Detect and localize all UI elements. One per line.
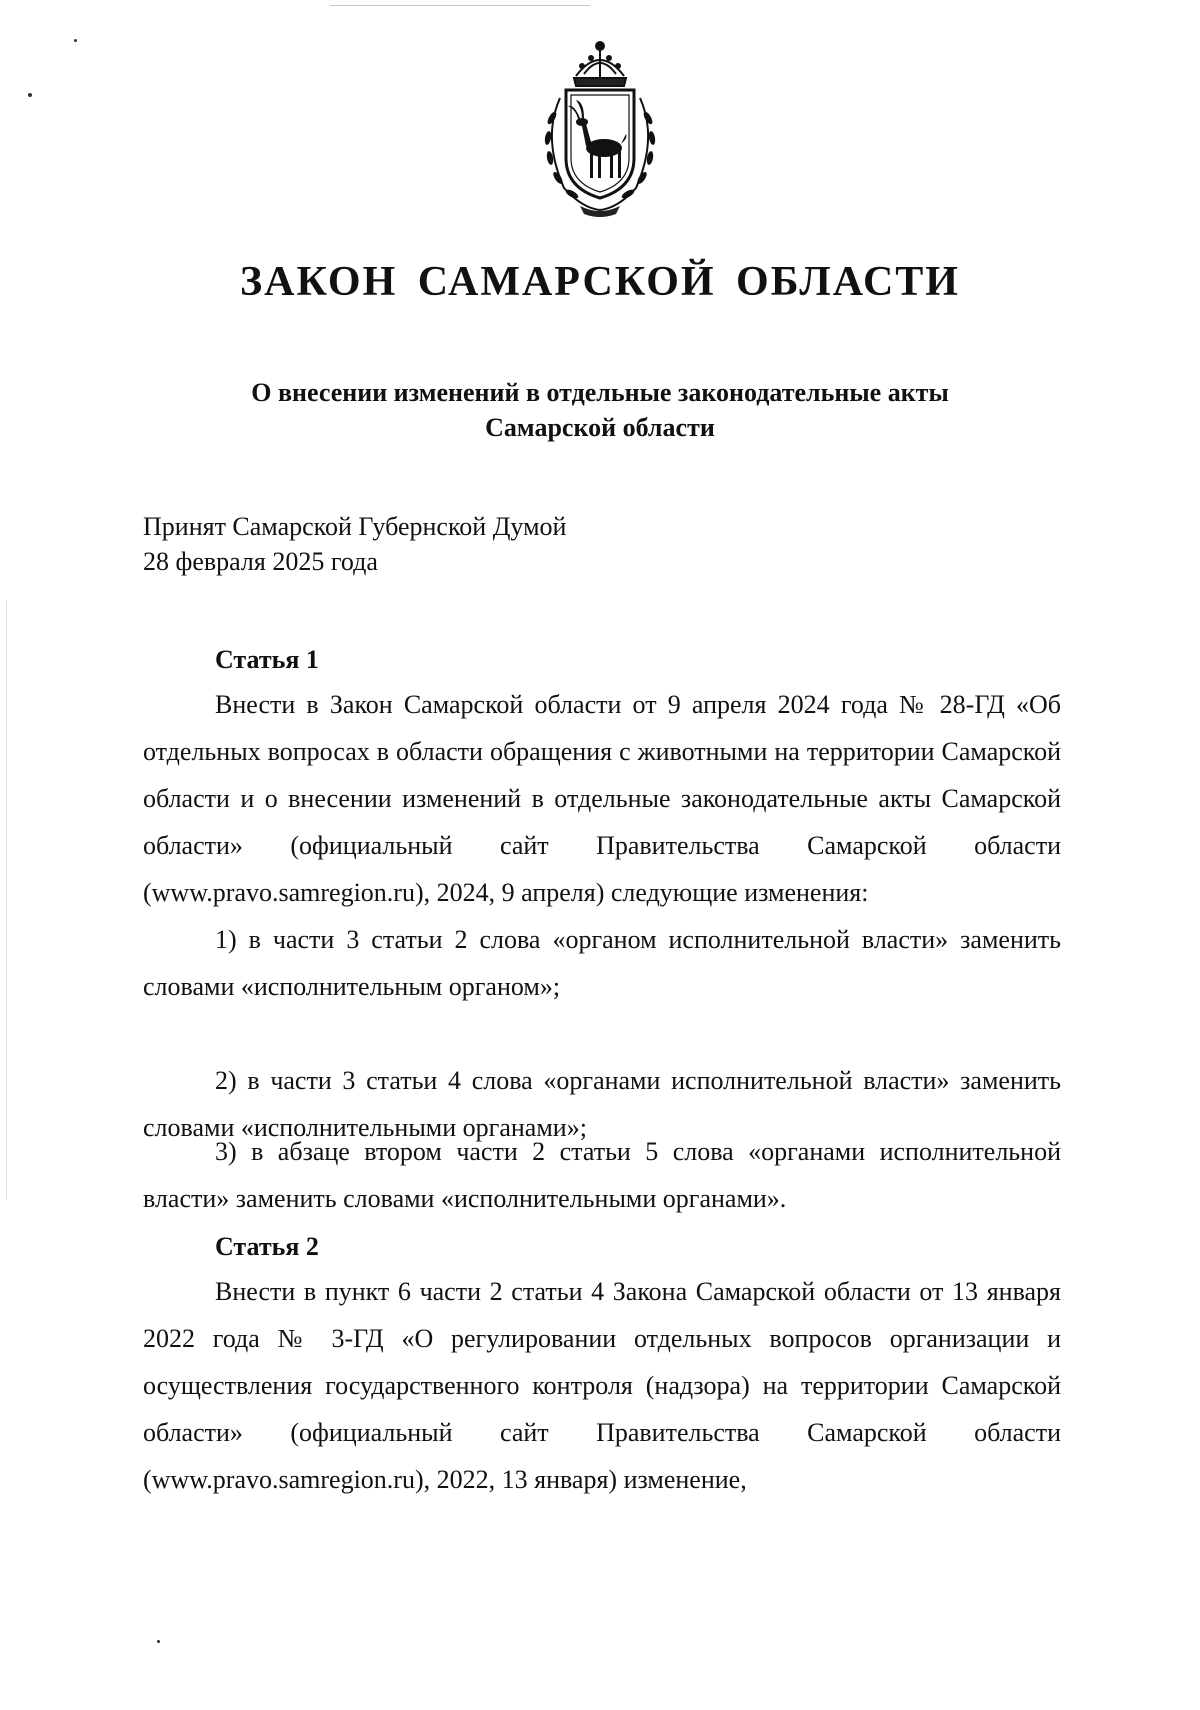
scan-dot — [74, 39, 77, 42]
scan-artifact-top — [330, 5, 590, 6]
scan-dot — [28, 93, 32, 97]
article-1-item-3-text: 3) в абзаце втором части 2 статьи 5 слова «органами исполнительной власти» заменить словами «исполнительными органами». — [143, 1137, 1061, 1213]
law-subtitle-line2: Самарской области — [485, 413, 715, 442]
article-2-heading: Статья 2 — [215, 1232, 319, 1261]
scan-dot — [157, 1640, 160, 1643]
law-subtitle — [150, 375, 1050, 445]
adoption-date: 28 февраля 2025 года — [143, 547, 378, 576]
article-1-item-1 — [143, 916, 1061, 1010]
scan-artifact-left — [6, 600, 7, 1200]
adoption-body: Принят Самарской Губернской Думой — [143, 512, 567, 541]
article-1-item-1-text: 1) в части 3 статьи 2 слова «органом исполнительной власти» заменить словами «исполнительным органом»; — [143, 925, 1061, 1001]
adoption-note — [143, 509, 566, 579]
law-title: ЗАКОН САМАРСКОЙ ОБЛАСТИ — [240, 259, 960, 305]
article-1-intro-text: Внести в Закон Самарской области от 9 апреля 2024 года № 28-ГД «Об отдельных вопросах в области обращения с животными на территории Самарской области и о внесении изменений в отдельные законодательные акты Самарской области» (официальный сайт Правительства Самарской области (www.pravo.samregion.ru), 2024, 9 апреля) следующие изменения: — [143, 690, 1061, 907]
article-2-text — [143, 1268, 1061, 1503]
article-2-body-text: Внести в пункт 6 части 2 статьи 4 Закона Самарской области от 13 января 2022 года № 3-ГД «О регулировании отдельных вопросов организации и осуществления государственного контроля (надзора) на территории Самарской области» (официальный сайт Правительства Самарской области (www.pravo.samregion.ru), 2022, 13 января) изменение, — [143, 1277, 1061, 1494]
article-1-intro — [143, 681, 1061, 916]
article-1-heading: Статья 1 — [215, 645, 319, 674]
samara-coat-of-arms-icon — [524, 38, 676, 218]
article-1-item-2-text: 2) в части 3 статьи 4 слова «органами исполнительной власти» заменить словами «исполнительными органами»; — [143, 1066, 1061, 1142]
article-1-item-3 — [143, 1128, 1061, 1222]
law-subtitle-line1: О внесении изменений в отдельные законодательные акты — [251, 378, 949, 407]
